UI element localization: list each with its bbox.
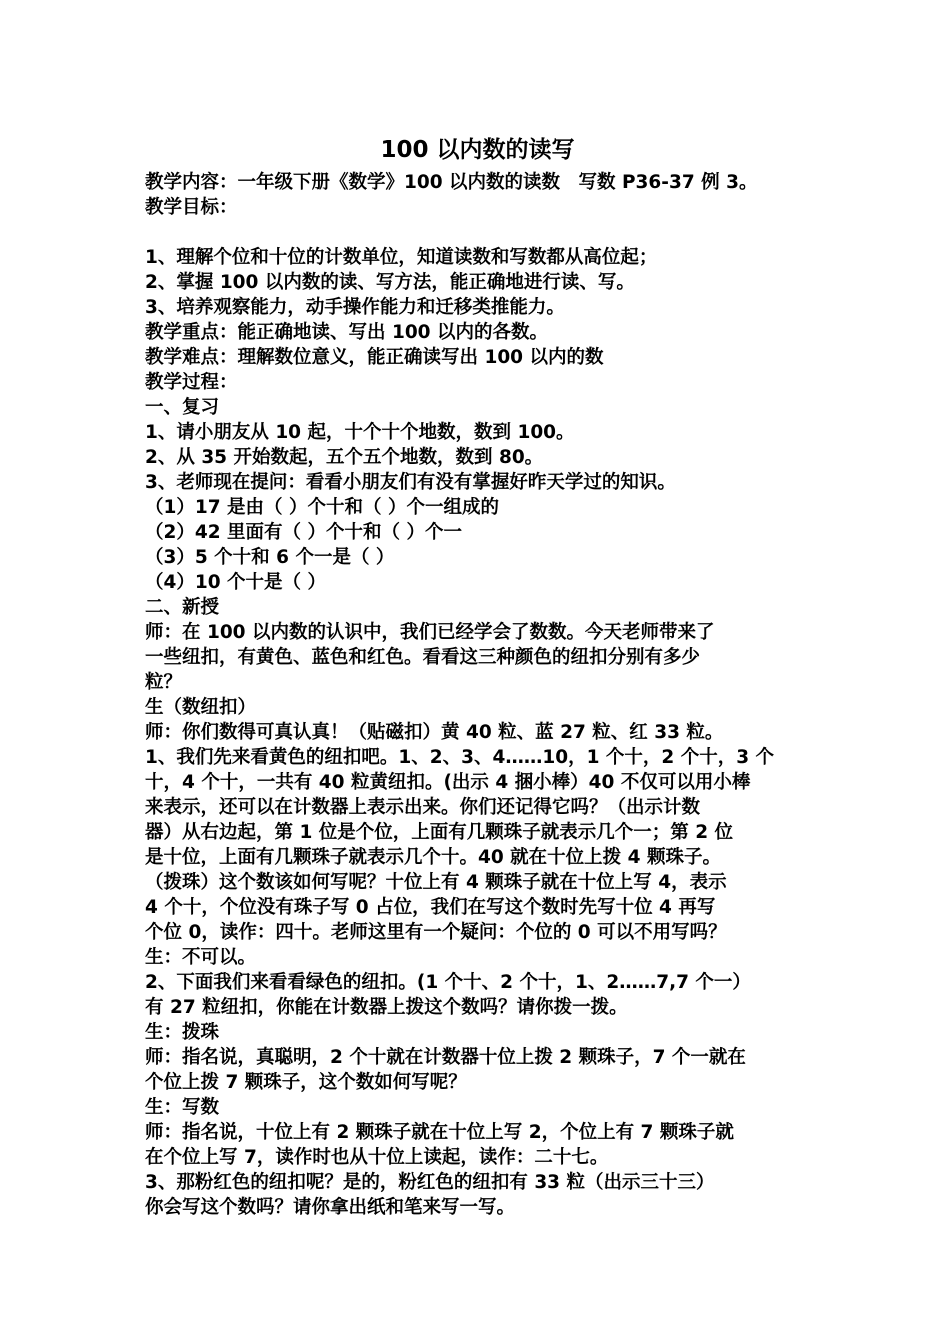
- text-line: 1、请小朋友从 10 起，十个十个地数，数到 100。: [145, 422, 575, 443]
- text-line: （3）5 个十和 6 个一是（ ）: [145, 547, 395, 568]
- text-line: 3、培养观察能力，动手操作能力和迁移类推能力。: [145, 297, 565, 318]
- text-line: 器）从右边起，第 1 位是个位，上面有几颗珠子就表示几个一；第 2 位: [145, 822, 734, 843]
- text-line: 一些纽扣，有黄色、蓝色和红色。看看这三种颜色的纽扣分别有多少: [145, 647, 701, 668]
- text-line: 师：指名说，十位上有 2 颗珠子就在十位上写 2，个位上有 7 颗珠子就: [145, 1122, 734, 1143]
- text-line: 个位 0，读作：四十。老师这里有一个疑问：个位的 0 可以不用写吗？: [145, 922, 727, 943]
- text-line: 生：拨珠: [145, 1022, 220, 1043]
- text-line: （1）17 是由（ ）个十和（ ）个一组成的: [145, 497, 499, 518]
- document-title: 100 以内数的读写: [380, 137, 575, 163]
- text-line: 你会写这个数吗？请你拿出纸和笔来写一写。: [145, 1197, 516, 1218]
- text-line: 教学内容：一年级下册《数学》100 以内数的读数 写数 P36-37 例 3。: [145, 172, 758, 193]
- text-line: 个位上拨 7 颗珠子，这个数如何写呢？: [145, 1072, 467, 1093]
- text-line: 2、下面我们来看看绿色的纽扣。(1 个十、2 个十，1、2……7,7 个一）: [145, 972, 751, 993]
- text-line: 一、复习: [145, 397, 220, 418]
- text-line: 二、新授: [145, 597, 220, 618]
- text-line: 3、那粉红色的纽扣呢？是的，粉红色的纽扣有 33 粒（出示三十三）: [145, 1172, 715, 1193]
- text-line: 有 27 粒纽扣，你能在计数器上拨这个数吗？请你拨一拨。: [145, 997, 628, 1018]
- text-line: 师：你们数得可真认真！（贴磁扣）黄 40 粒、蓝 27 粒、红 33 粒。: [145, 722, 724, 743]
- text-line: 教学重点：能正确地读、写出 100 以内的各数。: [145, 322, 549, 343]
- text-line: 教学难点：理解数位意义，能正确读写出 100 以内的数: [145, 347, 604, 368]
- text-line: 2、从 35 开始数起，五个五个地数，数到 80。: [145, 447, 544, 468]
- document-page: [145, 134, 810, 1220]
- text-line: 教学目标：: [145, 197, 238, 218]
- text-line: 生（数纽扣）: [145, 697, 257, 718]
- text-line: 生：不可以。: [145, 947, 257, 968]
- text-line: 1、我们先来看黄色的纽扣吧。1、2、3、4……10，1 个十，2 个十，3 个: [145, 747, 775, 768]
- text-line: 3、老师现在提问：看看小朋友们有没有掌握好昨天学过的知识。: [145, 472, 676, 493]
- text-line: 4 个十，个位没有珠子写 0 占位，我们在写这个数时先写十位 4 再写: [145, 897, 716, 918]
- blank-line: [145, 220, 810, 245]
- lesson-header: [145, 170, 810, 220]
- text-line: 师：指名说，真聪明，2 个十就在计数器十位上拨 2 颗珠子，7 个一就在: [145, 1047, 746, 1068]
- text-line: （拨珠）这个数该如何写呢？十位上有 4 颗珠子就在十位上写 4，表示: [145, 872, 727, 893]
- text-line: 来表示，还可以在计数器上表示出来。你们还记得它吗？（出示计数: [145, 797, 701, 818]
- lesson-body: [145, 245, 810, 1220]
- text-line: （2）42 里面有（ ）个十和（ ）个一: [145, 522, 462, 543]
- text-line: （4）10 个十是（ ）: [145, 572, 326, 593]
- text-line: 十，4 个十，一共有 40 粒黄纽扣。(出示 4 捆小棒）40 不仅可以用小棒: [145, 772, 751, 793]
- text-line: 2、掌握 100 以内数的读、写方法，能正确地进行读、写。: [145, 272, 635, 293]
- text-line: 师：在 100 以内数的认识中，我们已经学会了数数。今天老师带来了: [145, 622, 715, 643]
- text-line: 生：写数: [145, 1097, 220, 1118]
- text-line: 粒？: [145, 672, 183, 693]
- text-line: 1、理解个位和十位的计数单位，知道读数和写数都从高位起；: [145, 247, 658, 268]
- text-line: 是十位，上面有几颗珠子就表示几个十。40 就在十位上拨 4 颗珠子。: [145, 847, 721, 868]
- text-line: 在个位上写 7，读作时也从十位上读起，读作：二十七。: [145, 1147, 609, 1168]
- text-line: 教学过程：: [145, 372, 238, 393]
